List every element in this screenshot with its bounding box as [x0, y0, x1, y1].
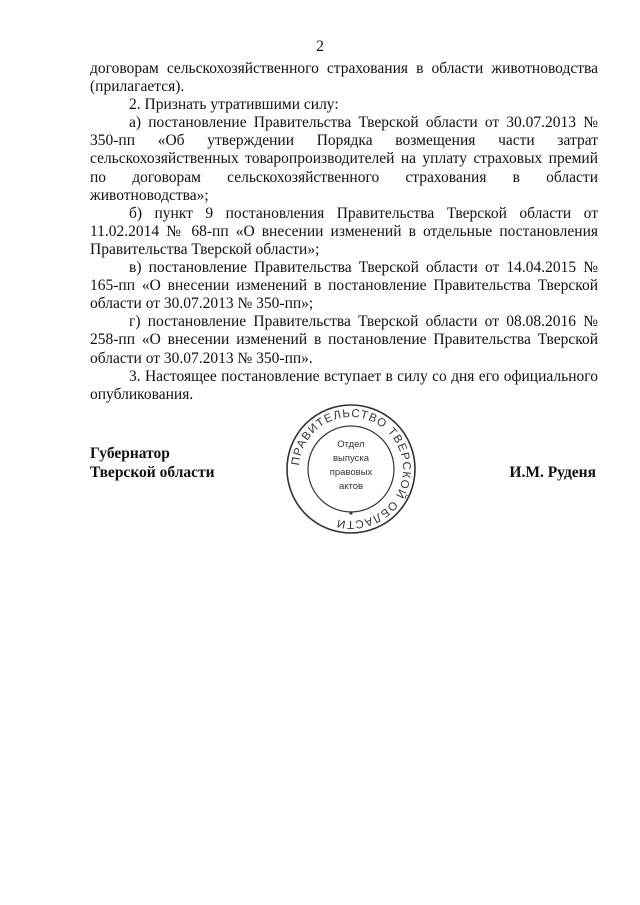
stamp-center-line: правовых: [329, 467, 373, 478]
stamp-center-line: Отдел: [337, 439, 365, 450]
page-number: 2: [316, 38, 324, 55]
paragraph-item-3: 3. Настоящее постановление вступает в силу со дня его официального опубликования.: [90, 367, 598, 403]
paragraph-item-2b: б) пункт 9 постановления Правительства Тверской области от 11.02.2014 № 68-пп «О внесении изменений в отдельные постановления Правительства Тверской области»;: [90, 204, 598, 258]
stamp-center-line: актов: [338, 481, 364, 492]
official-stamp: [284, 402, 418, 536]
stamp-dot: [349, 511, 352, 514]
paragraph-item-2g: г) постановление Правительства Тверской области от 08.08.2016 № 258-пп «О внесении изменений в постановление Правительства Тверской области от 30.07.2013 № 350-пп».: [90, 313, 598, 367]
stamp-ring-text: ПРАВИТЕЛЬСТВО ТВЕРСКОЙ ОБЛАСТИ: [289, 407, 413, 531]
paragraph-item-2: 2. Признать утратившими силу:: [129, 96, 339, 114]
paragraph-item-2a: а) постановление Правительства Тверской области от 30.07.2013 № 350-пп «Об утверждении Порядка возмещения части затрат сельскохозяйственных товаропроизводителей на уплату страховых премий по договорам сельскохозяйственного страхования в области животноводства»;: [90, 114, 598, 204]
signature-title-line1: Губернатор: [90, 445, 170, 462]
signature-title-line2: Тверской области: [90, 464, 215, 481]
paragraph-continuation: договорам сельскохозяйственного страхования в области животноводства (прилагается).: [90, 60, 598, 96]
signature-name: И.М. Руденя: [509, 464, 596, 481]
signature-title: [90, 444, 215, 482]
document-body: [90, 60, 598, 404]
stamp-center: [330, 439, 373, 492]
stamp-center-line: выпуска: [332, 453, 370, 464]
paragraph-item-2v: в) постановление Правительства Тверской области от 14.04.2015 № 165-пп «О внесении изменений в постановление Правительства Тверской области от 30.07.2013 № 350-пп»;: [90, 259, 598, 313]
